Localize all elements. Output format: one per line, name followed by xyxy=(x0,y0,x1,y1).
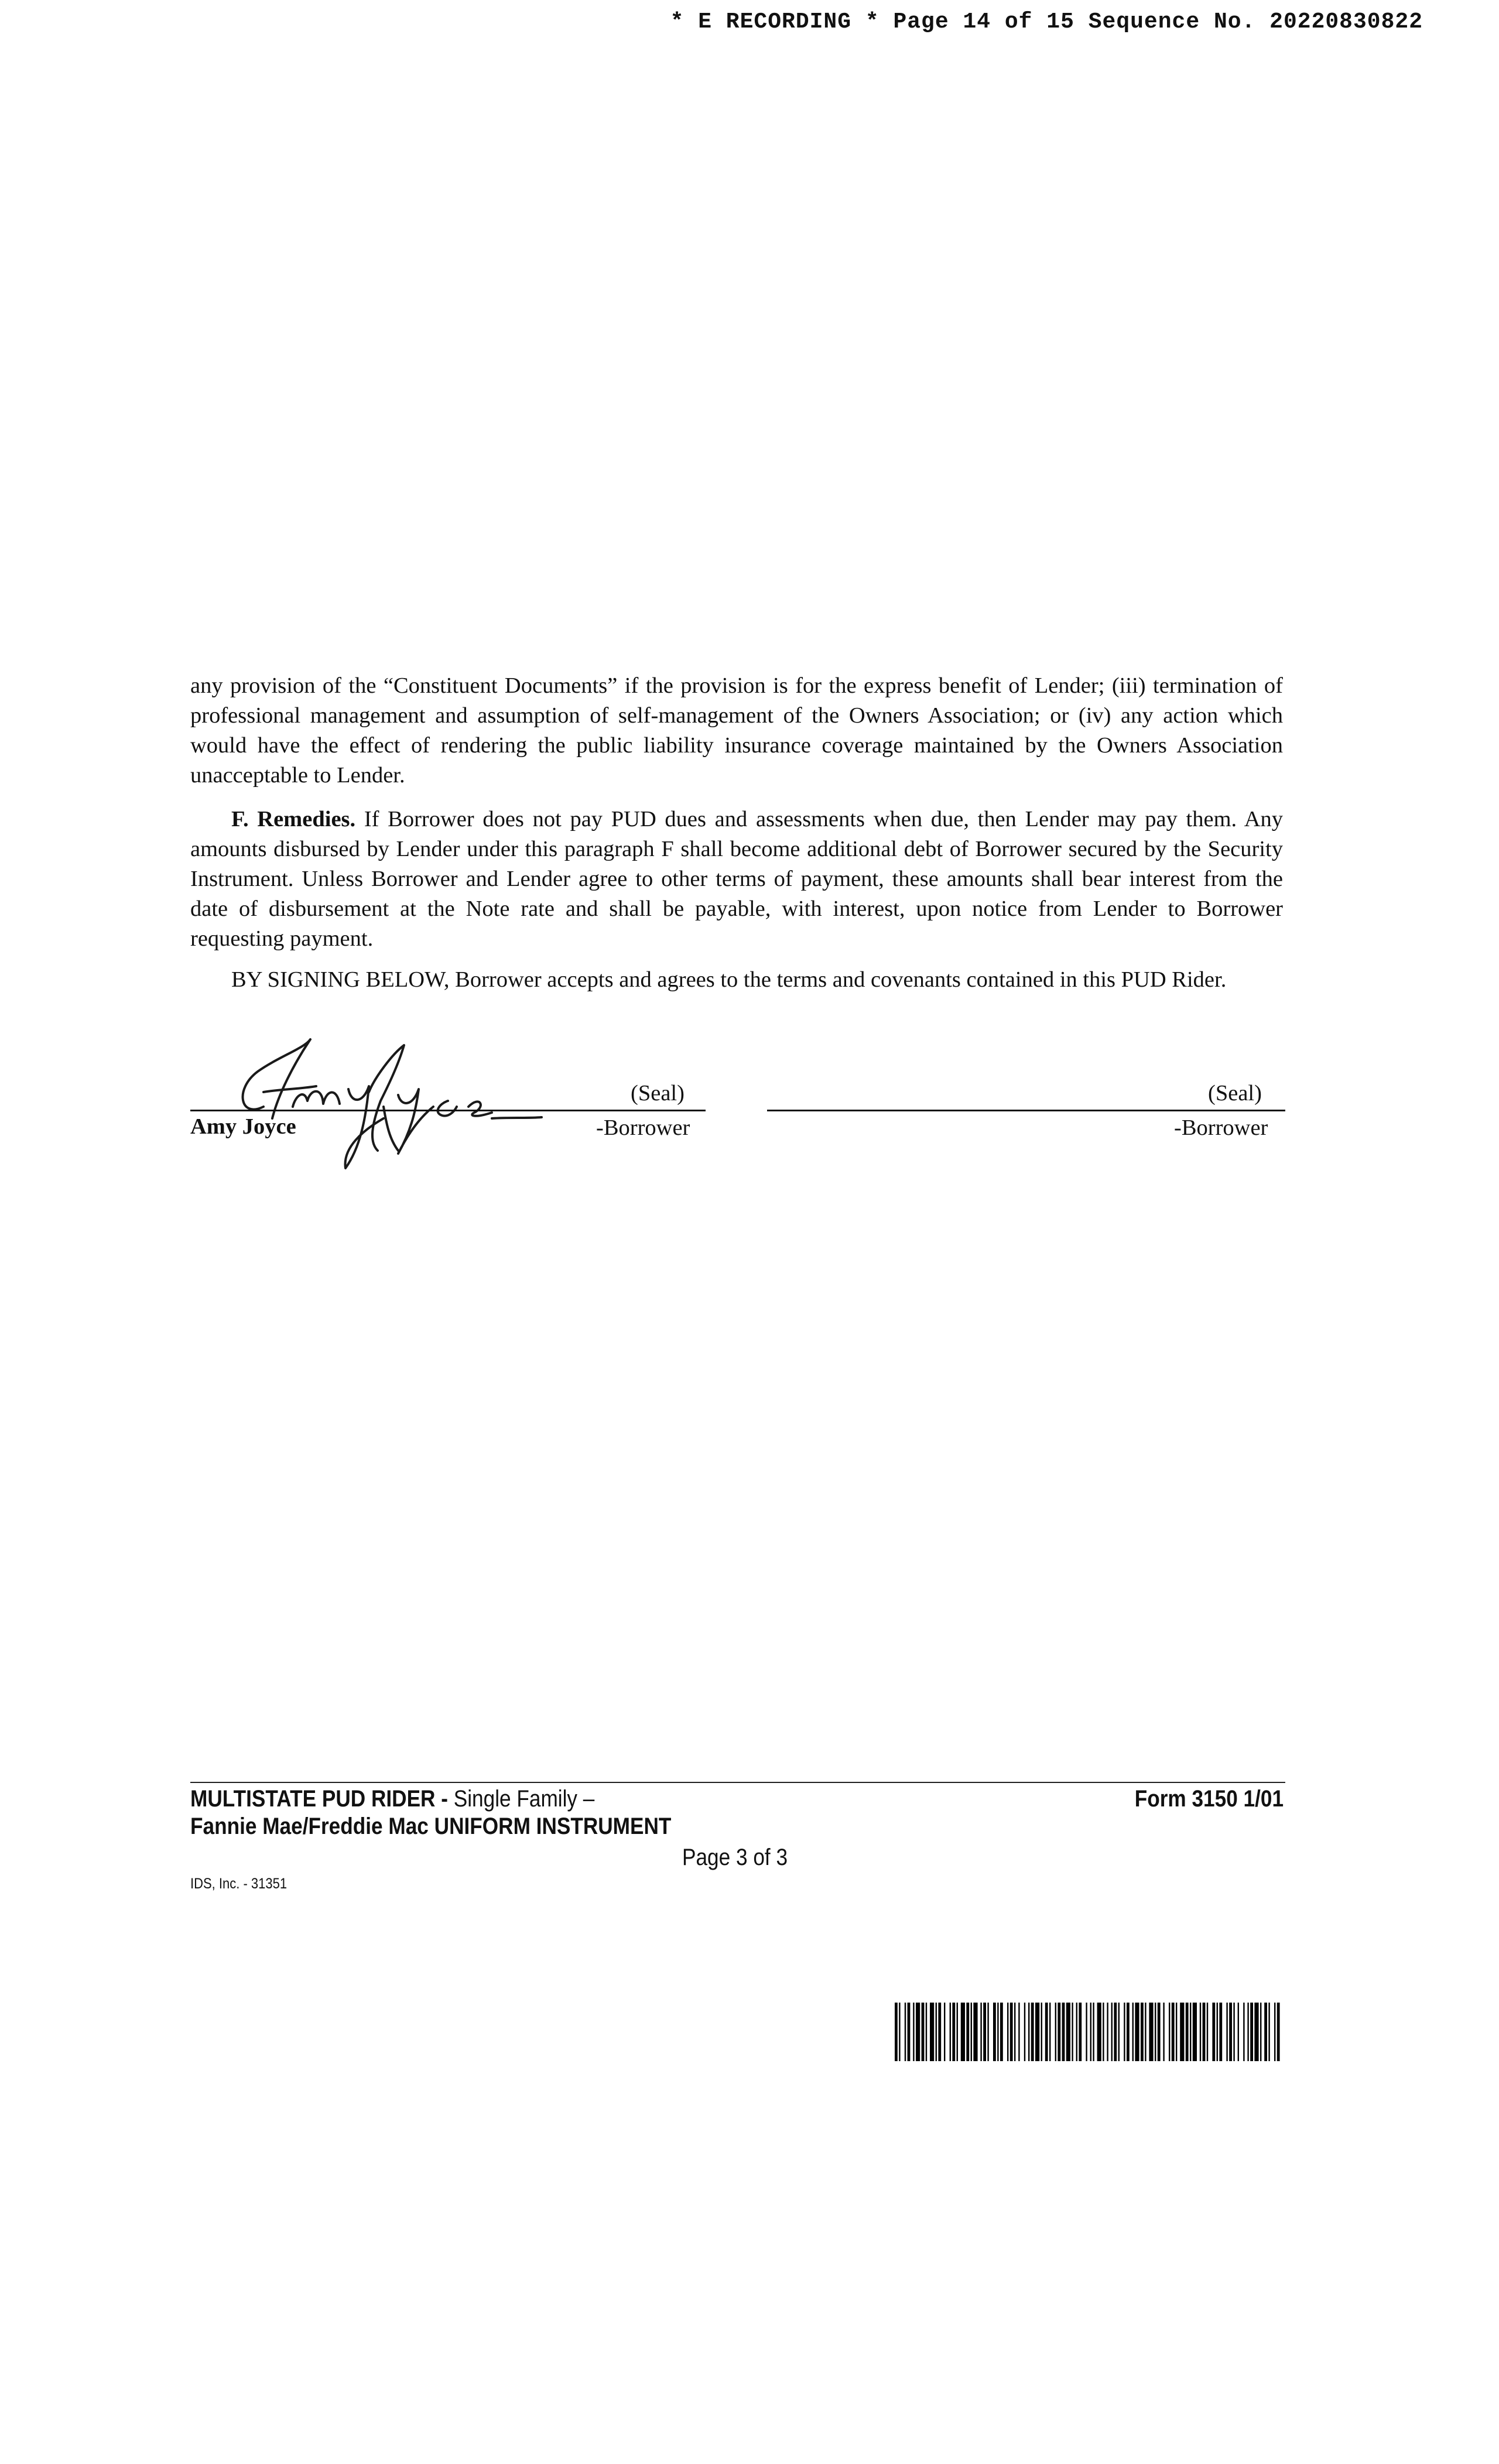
barcode-bar xyxy=(916,2003,920,2061)
barcode-bar xyxy=(1079,2003,1082,2061)
remedies-heading: F. Remedies. xyxy=(231,807,356,831)
barcode-bar xyxy=(1093,2003,1094,2061)
barcode-bar xyxy=(1212,2003,1215,2061)
barcode-bar xyxy=(1127,2003,1130,2061)
barcode-bar xyxy=(1135,2003,1139,2061)
barcode-bar xyxy=(1155,2003,1156,2061)
barcode-bar xyxy=(936,2003,937,2061)
barcode-bar xyxy=(1180,2003,1184,2061)
barcode-bar xyxy=(957,2003,958,2061)
seal-label-left: (Seal) xyxy=(631,1081,685,1106)
form-subtitle: Fannie Mae/Freddie Mac UNIFORM INSTRUMENT xyxy=(190,1813,672,1839)
barcode-bar xyxy=(1141,2003,1144,2061)
barcode xyxy=(895,2003,1281,2061)
barcode-bar xyxy=(899,2003,900,2061)
barcode-bar xyxy=(1097,2003,1101,2061)
barcode-bar xyxy=(1007,2003,1008,2061)
seal-label-right: (Seal) xyxy=(1208,1081,1262,1106)
barcode-bar xyxy=(997,2003,998,2061)
borrower-role-right: -Borrower xyxy=(1174,1115,1268,1140)
barcode-bar xyxy=(1010,2003,1013,2061)
barcode-bar xyxy=(1031,2003,1034,2061)
page-label: Page 3 of 3 xyxy=(682,1844,788,1870)
barcode-bar xyxy=(1049,2003,1050,2061)
barcode-bar xyxy=(983,2003,986,2061)
barcode-bar xyxy=(1057,2003,1060,2061)
barcode-bar xyxy=(1158,2003,1161,2061)
barcode-bar xyxy=(1055,2003,1056,2061)
form-number: Form 3150 1/01 xyxy=(1134,1786,1284,1812)
barcode-bar xyxy=(938,2003,941,2061)
barcode-bar xyxy=(1163,2003,1164,2061)
barcode-bar xyxy=(1233,2003,1234,2061)
signing-statement: BY SIGNING BELOW, Borrower accepts and agrees to the terms and covenants contained in this PUD Rider. xyxy=(231,967,1227,992)
barcode-bar xyxy=(966,2003,969,2061)
barcode-bar xyxy=(1149,2003,1153,2061)
barcode-bar xyxy=(1207,2003,1208,2061)
barcode-bar xyxy=(1238,2003,1239,2061)
barcode-bar xyxy=(1277,2003,1280,2061)
barcode-bar xyxy=(895,2003,898,2061)
barcode-bar xyxy=(930,2003,934,2061)
barcode-bar xyxy=(1145,2003,1146,2061)
barcode-bar xyxy=(1193,2003,1197,2061)
footer-divider xyxy=(190,1782,1285,1783)
borrower-role-left: -Borrower xyxy=(596,1115,690,1140)
barcode-bar xyxy=(908,2003,911,2061)
barcode-bar xyxy=(1186,2003,1189,2061)
barcode-bar xyxy=(922,2003,925,2061)
provision-paragraph xyxy=(190,671,1283,790)
barcode-bar xyxy=(1219,2003,1222,2061)
barcode-bar xyxy=(1014,2003,1015,2061)
barcode-bar xyxy=(1041,2003,1042,2061)
barcode-bar xyxy=(1086,2003,1087,2061)
ids-code: IDS, Inc. - 31351 xyxy=(190,1876,288,1892)
barcode-bar xyxy=(971,2003,972,2061)
barcode-bar xyxy=(1229,2003,1232,2061)
barcode-bar xyxy=(1172,2003,1175,2061)
form-title-bold: MULTISTATE PUD RIDER - xyxy=(190,1786,448,1812)
barcode-bar xyxy=(1111,2003,1113,2061)
barcode-bar xyxy=(961,2003,965,2061)
barcode-bar xyxy=(1274,2003,1275,2061)
barcode-bar xyxy=(1268,2003,1269,2061)
remedies-paragraph xyxy=(190,805,1283,954)
barcode-bar xyxy=(973,2003,977,2061)
barcode-bar xyxy=(1114,2003,1117,2061)
barcode-bar xyxy=(1217,2003,1218,2061)
barcode-bar xyxy=(1254,2003,1258,2061)
handwritten-signature xyxy=(223,1031,550,1171)
recording-header: * E RECORDING * Page 14 of 15 Sequence No. 20220830822 xyxy=(670,9,1423,35)
barcode-bar xyxy=(1076,2003,1077,2061)
barcode-bar xyxy=(1103,2003,1104,2061)
barcode-bar xyxy=(980,2003,981,2061)
form-title xyxy=(190,1786,594,1812)
barcode-bar xyxy=(1107,2003,1108,2061)
barcode-bar xyxy=(1203,2003,1206,2061)
barcode-bar xyxy=(1045,2003,1048,2061)
barcode-bar xyxy=(1247,2003,1248,2061)
barcode-bar xyxy=(1028,2003,1029,2061)
provision-text: any provision of the “Constituent Documents” if the provision is for the express benefit of Lender; (iii) termination of professional management and assumption of self-management of the Owners Association; or (iv) any action which would have the effect of rendering the public liability insurance coverage maintained by the Owners Association unacceptable to Lender. xyxy=(190,673,1283,788)
barcode-bar xyxy=(1226,2003,1227,2061)
barcode-bar xyxy=(1000,2003,1003,2061)
signature-line-left xyxy=(190,1110,706,1111)
barcode-bar xyxy=(1264,2003,1267,2061)
barcode-bar xyxy=(1118,2003,1120,2061)
barcode-bar xyxy=(1124,2003,1125,2061)
barcode-bar xyxy=(1035,2003,1039,2061)
barcode-bar xyxy=(1062,2003,1065,2061)
borrower-name: Amy Joyce xyxy=(190,1114,296,1139)
barcode-bar xyxy=(1066,2003,1070,2061)
barcode-bar xyxy=(1250,2003,1253,2061)
barcode-bar xyxy=(993,2003,996,2061)
signing-statement-paragraph xyxy=(190,965,1283,995)
remedies-text: If Borrower does not pay PUD dues and assessments when due, then Lender may pay them. Any amounts disbursed by Lender under this paragraph F shall become additional debt of Borrower secured by the Security Instrument. Unless Borrower and Lender agree to other terms of payment, these amounts shall bear interest from the date of disbursement at the Note rate and shall be payable, with interest, upon notice from Lender to Borrower requesting payment. xyxy=(190,807,1283,951)
barcode-bar xyxy=(1169,2003,1170,2061)
barcode-bar xyxy=(1243,2003,1244,2061)
barcode-bar xyxy=(905,2003,906,2061)
barcode-bar xyxy=(987,2003,988,2061)
barcode-bar xyxy=(1260,2003,1261,2061)
barcode-bar xyxy=(1132,2003,1134,2061)
barcode-bar xyxy=(1190,2003,1191,2061)
barcode-bar xyxy=(1200,2003,1201,2061)
barcode-bar xyxy=(944,2003,945,2061)
signature-line-right xyxy=(767,1110,1285,1111)
barcode-bar xyxy=(913,2003,914,2061)
barcode-bar xyxy=(926,2003,927,2061)
barcode-bar xyxy=(1176,2003,1177,2061)
barcode-bar xyxy=(1018,2003,1019,2061)
barcode-bar xyxy=(950,2003,951,2061)
barcode-bar xyxy=(952,2003,955,2061)
barcode-bar xyxy=(1072,2003,1073,2061)
barcode-bar xyxy=(1090,2003,1091,2061)
barcode-bar xyxy=(1024,2003,1025,2061)
form-title-rest: Single Family – xyxy=(447,1786,595,1812)
